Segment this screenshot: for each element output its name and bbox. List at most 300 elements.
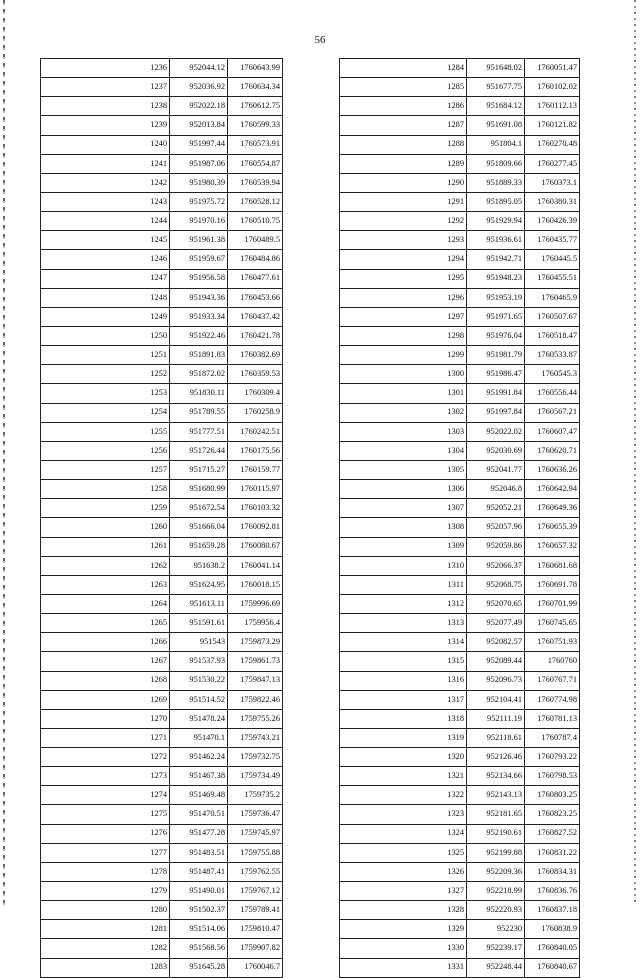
- x-coordinate-cell: 952057.96: [467, 518, 525, 537]
- y-coordinate-cell: 1760453.66: [228, 288, 283, 307]
- point-number-cell: 1280: [41, 901, 170, 920]
- table-row: [340, 78, 580, 97]
- x-coordinate-cell: 951613.11: [170, 594, 228, 613]
- x-coordinate-cell: 951648.02: [467, 59, 525, 78]
- x-coordinate-cell: 951638.2: [170, 556, 228, 575]
- point-number-cell: 1238: [41, 97, 170, 116]
- x-coordinate-cell: 951469.48: [170, 786, 228, 805]
- table-row: [340, 843, 580, 862]
- point-number-cell: 1320: [340, 748, 467, 767]
- y-coordinate-cell: 1760465.9: [525, 288, 580, 307]
- y-coordinate-cell: 1759767.12: [228, 882, 283, 901]
- x-coordinate-cell: 951971.65: [467, 307, 525, 326]
- y-coordinate-cell: 1760373.1: [525, 173, 580, 192]
- y-coordinate-cell: 1760823.25: [525, 805, 580, 824]
- point-number-cell: 1281: [41, 920, 170, 939]
- y-coordinate-cell: 1760018.15: [228, 575, 283, 594]
- y-coordinate-cell: 1760642.94: [525, 480, 580, 499]
- point-number-cell: 1299: [340, 346, 467, 365]
- y-coordinate-cell: 1760539.94: [228, 173, 283, 192]
- y-coordinate-cell: 1759907.82: [228, 939, 283, 958]
- y-coordinate-cell: 1759755.88: [228, 843, 283, 862]
- y-coordinate-cell: 1760787.4: [525, 728, 580, 747]
- table-row: [41, 231, 283, 250]
- y-coordinate-cell: 1760567.21: [525, 403, 580, 422]
- x-coordinate-cell: 952022.02: [467, 422, 525, 441]
- y-coordinate-cell: 1760382.69: [228, 346, 283, 365]
- x-coordinate-cell: 952044.12: [170, 59, 228, 78]
- table-row: [340, 97, 580, 116]
- y-coordinate-cell: 1760701.99: [525, 594, 580, 613]
- x-coordinate-cell: 952218.99: [467, 882, 525, 901]
- table-row: [340, 920, 580, 939]
- point-number-cell: 1291: [340, 192, 467, 211]
- point-number-cell: 1249: [41, 307, 170, 326]
- x-coordinate-cell: 952013.84: [170, 116, 228, 135]
- point-number-cell: 1310: [340, 556, 467, 575]
- y-coordinate-cell: 1760102.02: [525, 78, 580, 97]
- table-row: [41, 556, 283, 575]
- table-row: [41, 671, 283, 690]
- y-coordinate-cell: 1760046.7: [228, 958, 283, 977]
- point-number-cell: 1306: [340, 480, 467, 499]
- table-row: [340, 518, 580, 537]
- x-coordinate-cell: 951470.1: [170, 728, 228, 747]
- x-coordinate-cell: 951997.84: [467, 403, 525, 422]
- point-number-cell: 1302: [340, 403, 467, 422]
- y-coordinate-cell: 1760767.71: [525, 671, 580, 690]
- x-coordinate-cell: 951948.23: [467, 269, 525, 288]
- x-coordinate-cell: 951981.79: [467, 346, 525, 365]
- x-coordinate-cell: 951777.51: [170, 422, 228, 441]
- x-coordinate-cell: 951991.84: [467, 384, 525, 403]
- x-coordinate-cell: 951726.44: [170, 441, 228, 460]
- point-number-cell: 1296: [340, 288, 467, 307]
- point-number-cell: 1330: [340, 939, 467, 958]
- table-row: [340, 480, 580, 499]
- table-row: [41, 958, 283, 977]
- x-coordinate-cell: 951929.94: [467, 212, 525, 231]
- table-row: [41, 365, 283, 384]
- y-coordinate-cell: 1760745.65: [525, 614, 580, 633]
- y-coordinate-cell: 1760533.87: [525, 346, 580, 365]
- y-coordinate-cell: 1760507.67: [525, 307, 580, 326]
- y-coordinate-cell: 1759822.46: [228, 690, 283, 709]
- y-coordinate-cell: 1759736.47: [228, 805, 283, 824]
- point-number-cell: 1267: [41, 652, 170, 671]
- x-coordinate-cell: 951680.99: [170, 480, 228, 499]
- y-coordinate-cell: 1760774.98: [525, 690, 580, 709]
- table-row: [340, 269, 580, 288]
- x-coordinate-cell: 951659.28: [170, 537, 228, 556]
- table-row: [41, 78, 283, 97]
- x-coordinate-cell: 951478.24: [170, 709, 228, 728]
- table-row: [41, 250, 283, 269]
- y-coordinate-cell: 1759810.47: [228, 920, 283, 939]
- point-number-cell: 1304: [340, 441, 467, 460]
- point-number-cell: 1311: [340, 575, 467, 594]
- x-coordinate-cell: 951975.72: [170, 192, 228, 211]
- y-coordinate-cell: 1760103.32: [228, 499, 283, 518]
- y-coordinate-cell: 1760435.77: [525, 231, 580, 250]
- table-row: [41, 805, 283, 824]
- table-row: [340, 154, 580, 173]
- x-coordinate-cell: 951986.47: [467, 365, 525, 384]
- point-number-cell: 1244: [41, 212, 170, 231]
- table-row: [340, 882, 580, 901]
- point-number-cell: 1301: [340, 384, 467, 403]
- y-coordinate-cell: 1759847.13: [228, 671, 283, 690]
- x-coordinate-cell: 952030.69: [467, 441, 525, 460]
- x-coordinate-cell: 951543: [170, 633, 228, 652]
- table-row: [41, 480, 283, 499]
- table-row: [340, 307, 580, 326]
- point-number-cell: 1274: [41, 786, 170, 805]
- coordinates-table-left: [40, 58, 283, 978]
- x-coordinate-cell: 952052.21: [467, 499, 525, 518]
- table-row: [340, 212, 580, 231]
- x-coordinate-cell: 951477.28: [170, 824, 228, 843]
- table-row: [41, 403, 283, 422]
- table-row: [41, 173, 283, 192]
- x-coordinate-cell: 951677.75: [467, 78, 525, 97]
- point-number-cell: 1256: [41, 441, 170, 460]
- table-row: [41, 460, 283, 479]
- x-coordinate-cell: 952104.41: [467, 690, 525, 709]
- point-number-cell: 1324: [340, 824, 467, 843]
- table-row: [340, 690, 580, 709]
- x-coordinate-cell: 951872.02: [170, 365, 228, 384]
- table-row: [340, 805, 580, 824]
- x-coordinate-cell: 951530.22: [170, 671, 228, 690]
- table-row: [41, 614, 283, 633]
- x-coordinate-cell: 951956.58: [170, 269, 228, 288]
- point-number-cell: 1293: [340, 231, 467, 250]
- point-number-cell: 1321: [340, 767, 467, 786]
- point-number-cell: 1259: [41, 499, 170, 518]
- y-coordinate-cell: 1760781.13: [525, 709, 580, 728]
- x-coordinate-cell: 952230: [467, 920, 525, 939]
- point-number-cell: 1307: [340, 499, 467, 518]
- x-coordinate-cell: 951970.16: [170, 212, 228, 231]
- y-coordinate-cell: 1759755.26: [228, 709, 283, 728]
- point-number-cell: 1241: [41, 154, 170, 173]
- table-row: [41, 269, 283, 288]
- y-coordinate-cell: 1759996.69: [228, 594, 283, 613]
- table-row: [340, 116, 580, 135]
- y-coordinate-cell: 1760270.48: [525, 135, 580, 154]
- y-coordinate-cell: 1760437.42: [228, 307, 283, 326]
- point-number-cell: 1243: [41, 192, 170, 211]
- x-coordinate-cell: 951502.37: [170, 901, 228, 920]
- x-coordinate-cell: 951715.27: [170, 460, 228, 479]
- x-coordinate-cell: 951672.54: [170, 499, 228, 518]
- y-coordinate-cell: 1759861.73: [228, 652, 283, 671]
- point-number-cell: 1268: [41, 671, 170, 690]
- point-number-cell: 1313: [340, 614, 467, 633]
- y-coordinate-cell: 1760080.67: [228, 537, 283, 556]
- y-coordinate-cell: 1760643.99: [228, 59, 283, 78]
- x-coordinate-cell: 952046.8: [467, 480, 525, 499]
- y-coordinate-cell: 1759762.55: [228, 862, 283, 881]
- table-row: [340, 939, 580, 958]
- y-coordinate-cell: 1760455.51: [525, 269, 580, 288]
- y-coordinate-cell: 1760421.78: [228, 326, 283, 345]
- y-coordinate-cell: 1760484.86: [228, 250, 283, 269]
- x-coordinate-cell: 951987.06: [170, 154, 228, 173]
- x-coordinate-cell: 951804.1: [467, 135, 525, 154]
- table-row: [340, 365, 580, 384]
- coordinates-table-right: [339, 58, 580, 978]
- y-coordinate-cell: 1760477.61: [228, 269, 283, 288]
- table-row: [41, 537, 283, 556]
- point-number-cell: 1279: [41, 882, 170, 901]
- point-number-cell: 1264: [41, 594, 170, 613]
- y-coordinate-cell: 1760242.51: [228, 422, 283, 441]
- x-coordinate-cell: 952022.18: [170, 97, 228, 116]
- table-row: [340, 422, 580, 441]
- y-coordinate-cell: 1760359.53: [228, 365, 283, 384]
- point-number-cell: 1317: [340, 690, 467, 709]
- point-number-cell: 1325: [340, 843, 467, 862]
- y-coordinate-cell: 1760612.75: [228, 97, 283, 116]
- x-coordinate-cell: 951933.34: [170, 307, 228, 326]
- x-coordinate-cell: 951462.24: [170, 748, 228, 767]
- x-coordinate-cell: 952111.19: [467, 709, 525, 728]
- table-row: [41, 709, 283, 728]
- y-coordinate-cell: 1760691.78: [525, 575, 580, 594]
- y-coordinate-cell: 1760258.9: [228, 403, 283, 422]
- table-row: [340, 231, 580, 250]
- x-coordinate-cell: 951470.51: [170, 805, 228, 824]
- table-row: [340, 594, 580, 613]
- y-coordinate-cell: 1760175.56: [228, 441, 283, 460]
- point-number-cell: 1273: [41, 767, 170, 786]
- x-coordinate-cell: 951961.38: [170, 231, 228, 250]
- point-number-cell: 1297: [340, 307, 467, 326]
- y-coordinate-cell: 1760840.67: [525, 958, 580, 977]
- table-row: [41, 346, 283, 365]
- point-number-cell: 1269: [41, 690, 170, 709]
- y-coordinate-cell: 1760510.75: [228, 212, 283, 231]
- y-coordinate-cell: 1760634.34: [228, 78, 283, 97]
- point-number-cell: 1292: [340, 212, 467, 231]
- y-coordinate-cell: 1760518.47: [525, 326, 580, 345]
- y-coordinate-cell: 1760620.71: [525, 441, 580, 460]
- table-row: [41, 288, 283, 307]
- point-number-cell: 1266: [41, 633, 170, 652]
- x-coordinate-cell: 951624.95: [170, 575, 228, 594]
- table-row: [340, 441, 580, 460]
- table-row: [340, 709, 580, 728]
- table-row: [340, 671, 580, 690]
- table-row: [41, 767, 283, 786]
- x-coordinate-cell: 952199.88: [467, 843, 525, 862]
- y-coordinate-cell: 1759745.97: [228, 824, 283, 843]
- table-row: [41, 901, 283, 920]
- table-row: [41, 843, 283, 862]
- x-coordinate-cell: 951514.52: [170, 690, 228, 709]
- table-row: [41, 652, 283, 671]
- x-coordinate-cell: 952070.65: [467, 594, 525, 613]
- table-row: [41, 824, 283, 843]
- y-coordinate-cell: 1760838.9: [525, 920, 580, 939]
- table-row: [340, 958, 580, 977]
- table-row: [340, 633, 580, 652]
- point-number-cell: 1288: [340, 135, 467, 154]
- point-number-cell: 1329: [340, 920, 467, 939]
- x-coordinate-cell: 951830.11: [170, 384, 228, 403]
- scan-edge-right: [634, 0, 636, 905]
- table-row: [41, 499, 283, 518]
- y-coordinate-cell: 1760751.93: [525, 633, 580, 652]
- y-coordinate-cell: 1760636.26: [525, 460, 580, 479]
- table-row: [340, 862, 580, 881]
- y-coordinate-cell: 1759732.75: [228, 748, 283, 767]
- y-coordinate-cell: 1760655.39: [525, 518, 580, 537]
- y-coordinate-cell: 1760445.5: [525, 250, 580, 269]
- table-row: [41, 212, 283, 231]
- x-coordinate-cell: 951537.93: [170, 652, 228, 671]
- y-coordinate-cell: 1759789.41: [228, 901, 283, 920]
- x-coordinate-cell: 951467.38: [170, 767, 228, 786]
- y-coordinate-cell: 1760556.44: [525, 384, 580, 403]
- table-row: [41, 59, 283, 78]
- point-number-cell: 1323: [340, 805, 467, 824]
- x-coordinate-cell: 951487.41: [170, 862, 228, 881]
- x-coordinate-cell: 951645.28: [170, 958, 228, 977]
- point-number-cell: 1263: [41, 575, 170, 594]
- y-coordinate-cell: 1760607.47: [525, 422, 580, 441]
- x-coordinate-cell: 951514.06: [170, 920, 228, 939]
- table-row: [41, 326, 283, 345]
- y-coordinate-cell: 1760051.47: [525, 59, 580, 78]
- point-number-cell: 1283: [41, 958, 170, 977]
- x-coordinate-cell: 952036.92: [170, 78, 228, 97]
- y-coordinate-cell: 1760657.32: [525, 537, 580, 556]
- x-coordinate-cell: 951936.61: [467, 231, 525, 250]
- point-number-cell: 1308: [340, 518, 467, 537]
- x-coordinate-cell: 951568.56: [170, 939, 228, 958]
- table-row: [41, 594, 283, 613]
- x-coordinate-cell: 951976.04: [467, 326, 525, 345]
- table-row: [340, 288, 580, 307]
- point-number-cell: 1295: [340, 269, 467, 288]
- point-number-cell: 1254: [41, 403, 170, 422]
- x-coordinate-cell: 951922.46: [170, 326, 228, 345]
- table-row: [340, 403, 580, 422]
- point-number-cell: 1271: [41, 728, 170, 747]
- x-coordinate-cell: 952143.13: [467, 786, 525, 805]
- point-number-cell: 1294: [340, 250, 467, 269]
- table-row: [41, 939, 283, 958]
- point-number-cell: 1270: [41, 709, 170, 728]
- y-coordinate-cell: 1760837.18: [525, 901, 580, 920]
- x-coordinate-cell: 952066.37: [467, 556, 525, 575]
- point-number-cell: 1287: [340, 116, 467, 135]
- table-row: [340, 346, 580, 365]
- y-coordinate-cell: 1760649.36: [525, 499, 580, 518]
- table-row: [340, 824, 580, 843]
- x-coordinate-cell: 952082.57: [467, 633, 525, 652]
- scan-edge-left: [3, 0, 5, 905]
- table-row: [340, 537, 580, 556]
- y-coordinate-cell: 1759743.21: [228, 728, 283, 747]
- y-coordinate-cell: 1760277.45: [525, 154, 580, 173]
- y-coordinate-cell: 1760309.4: [228, 384, 283, 403]
- table-row: [340, 59, 580, 78]
- point-number-cell: 1318: [340, 709, 467, 728]
- x-coordinate-cell: 951490.01: [170, 882, 228, 901]
- y-coordinate-cell: 1760840.05: [525, 939, 580, 958]
- table-row: [340, 499, 580, 518]
- point-number-cell: 1314: [340, 633, 467, 652]
- x-coordinate-cell: 952209.36: [467, 862, 525, 881]
- x-coordinate-cell: 952181.65: [467, 805, 525, 824]
- y-coordinate-cell: 1760573.91: [228, 135, 283, 154]
- y-coordinate-cell: 1760681.68: [525, 556, 580, 575]
- point-number-cell: 1282: [41, 939, 170, 958]
- x-coordinate-cell: 951895.05: [467, 192, 525, 211]
- x-coordinate-cell: 951997.44: [170, 135, 228, 154]
- table-row: [340, 786, 580, 805]
- point-number-cell: 1236: [41, 59, 170, 78]
- y-coordinate-cell: 1760798.53: [525, 767, 580, 786]
- point-number-cell: 1253: [41, 384, 170, 403]
- y-coordinate-cell: 1760041.14: [228, 556, 283, 575]
- point-number-cell: 1246: [41, 250, 170, 269]
- y-coordinate-cell: 1760489.5: [228, 231, 283, 250]
- table-row: [41, 633, 283, 652]
- point-number-cell: 1289: [340, 154, 467, 173]
- point-number-cell: 1319: [340, 728, 467, 747]
- x-coordinate-cell: 951959.67: [170, 250, 228, 269]
- point-number-cell: 1272: [41, 748, 170, 767]
- table-row: [41, 116, 283, 135]
- y-coordinate-cell: 1760831.22: [525, 843, 580, 862]
- table-row: [41, 575, 283, 594]
- page-number: 56: [314, 34, 326, 46]
- y-coordinate-cell: 1760426.39: [525, 212, 580, 231]
- table-row: [340, 173, 580, 192]
- point-number-cell: 1331: [340, 958, 467, 977]
- point-number-cell: 1278: [41, 862, 170, 881]
- x-coordinate-cell: 952134.66: [467, 767, 525, 786]
- point-number-cell: 1298: [340, 326, 467, 345]
- x-coordinate-cell: 952077.49: [467, 614, 525, 633]
- point-number-cell: 1262: [41, 556, 170, 575]
- point-number-cell: 1260: [41, 518, 170, 537]
- table-row: [41, 518, 283, 537]
- table-row: [41, 97, 283, 116]
- table-row: [340, 901, 580, 920]
- y-coordinate-cell: 1760760: [525, 652, 580, 671]
- y-coordinate-cell: 1760528.12: [228, 192, 283, 211]
- x-coordinate-cell: 952118.61: [467, 728, 525, 747]
- y-coordinate-cell: 1759735.2: [228, 786, 283, 805]
- point-number-cell: 1290: [340, 173, 467, 192]
- point-number-cell: 1327: [340, 882, 467, 901]
- y-coordinate-cell: 1760599.33: [228, 116, 283, 135]
- table-row: [340, 326, 580, 345]
- x-coordinate-cell: 951942.71: [467, 250, 525, 269]
- x-coordinate-cell: 951943.36: [170, 288, 228, 307]
- x-coordinate-cell: 952220.93: [467, 901, 525, 920]
- table-row: [340, 614, 580, 633]
- y-coordinate-cell: 1760827.52: [525, 824, 580, 843]
- table-row: [340, 767, 580, 786]
- point-number-cell: 1247: [41, 269, 170, 288]
